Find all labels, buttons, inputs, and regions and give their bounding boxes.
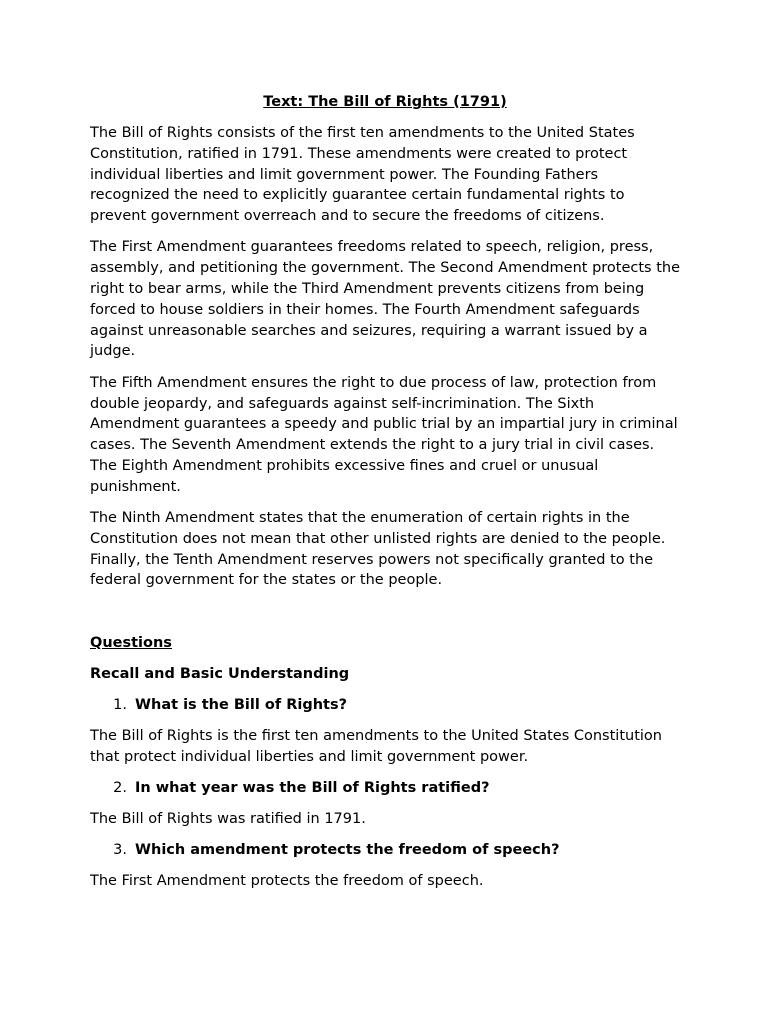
paragraph-intro: The Bill of Rights consists of the first ten amendments to the United States Constitution, ratified in 1791. These amendments were created to protect individual liberties and limit government power. The Founding Fathers recognized the need to explicitly guarantee certain fundamental rights to prevent government overreach and to secure the freedoms of citizens.	[90, 125, 635, 225]
answer-text: The First Amendment protects the freedom of speech.	[90, 873, 484, 890]
answer-text: The Bill of Rights was ratified in 1791.	[90, 810, 366, 827]
question-item	[90, 695, 680, 715]
question-text: Which amendment protects the freedom of speech?	[135, 842, 560, 859]
answer-text: The Bill of Rights is the first ten amendments to the United States Constitution that protect individual liberties and limit government power.	[90, 727, 662, 765]
question-item	[90, 778, 680, 798]
question-text: In what year was the Bill of Rights ratified?	[135, 779, 490, 796]
document-title: Text: The Bill of Rights (1791)	[263, 94, 507, 110]
question-text: What is the Bill of Rights?	[135, 696, 348, 713]
question-number: 2.	[113, 779, 127, 796]
paragraph-fifth-to-eighth: The Fifth Amendment ensures the right to due process of law, protection from double jeopardy, and safeguards against self-incrimination. The Sixth Amendment guarantees a speedy and public trial by an impartial jury in criminal cases. The Seventh Amendment extends the right to a jury trial in civil cases. The Eighth Amendment prohibits excessive fines and cruel or unusual punishment.	[90, 374, 678, 495]
section-spacer	[90, 602, 680, 633]
questions-heading: Questions	[90, 634, 172, 651]
paragraph-ninth-tenth: The Ninth Amendment states that the enumeration of certain rights in the Constitution does not mean that other unlisted rights are denied to the people. Finally, the Tenth Amendment reserves powers not specifically granted to the federal government for the states or the people.	[90, 510, 666, 589]
question-number: 3.	[113, 842, 127, 859]
document-page	[90, 92, 680, 902]
question-number: 1.	[113, 696, 127, 713]
question-item	[90, 840, 680, 860]
questions-subheading: Recall and Basic Understanding	[90, 665, 350, 682]
paragraph-first-to-fourth: The First Amendment guarantees freedoms related to speech, religion, press, assembly, and petitioning the government. The Second Amendment protects the right to bear arms, while the Third Amendment prevents citizens from being forced to house soldiers in their homes. The Fourth Amendment safeguards against unreasonable searches and seizures, requiring a warrant issued by a judge.	[90, 239, 681, 360]
